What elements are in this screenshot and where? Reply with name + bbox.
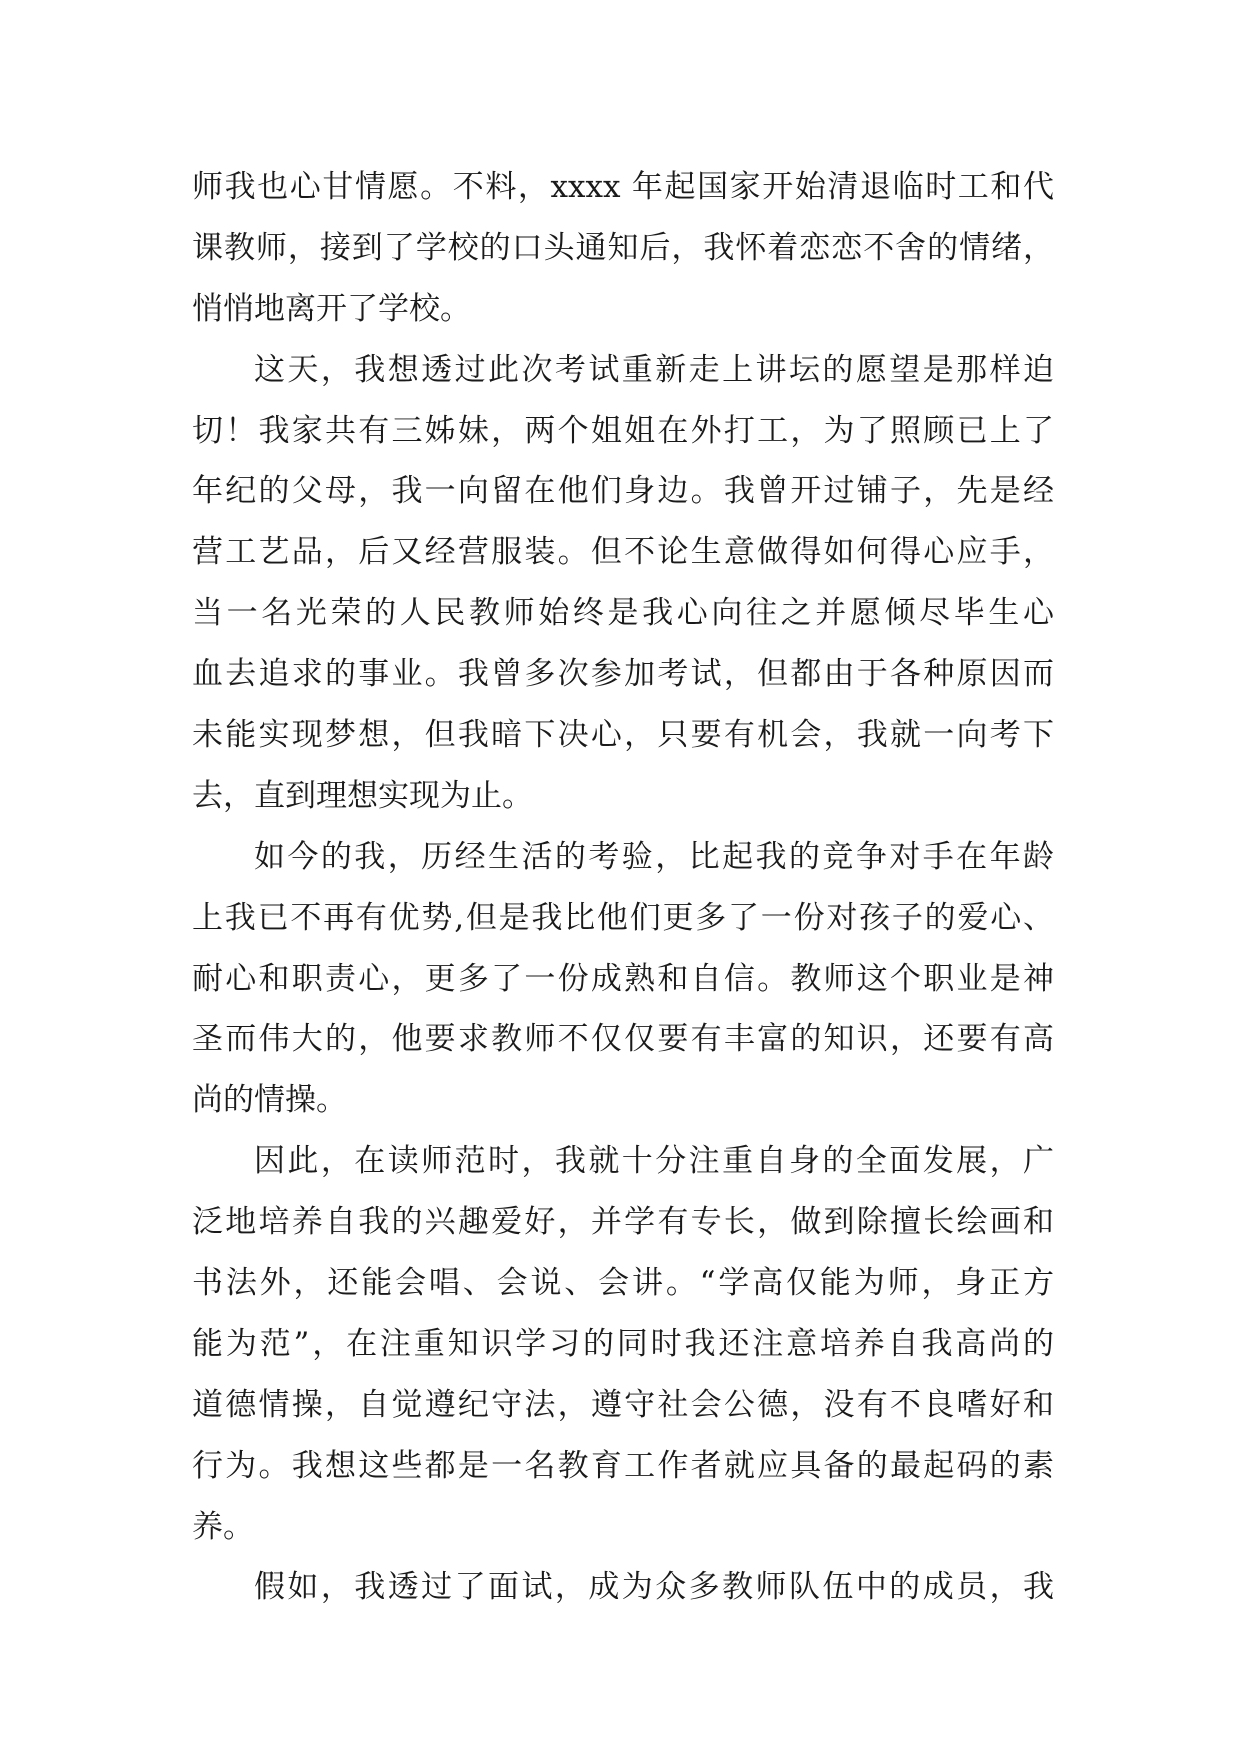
text-line: 泛地培养自我的兴趣爱好，并学有专长，做到除擅长绘画和	[192, 1204, 1054, 1241]
text-line: 血去追求的事业。我曾多次参加考试，但都由于各种原因而	[192, 656, 1054, 693]
text-line: 上我已不再有优势,但是我比他们更多了一份对孩子的爱心、	[192, 899, 1054, 936]
text-line: 去，直到理想实现为止。	[192, 777, 533, 814]
text-line: 耐心和职责心，更多了一份成熟和自信。教师这个职业是神	[192, 960, 1054, 997]
text-line: 道德情操，自觉遵纪守法，遵守社会公德，没有不良嗜好和	[192, 1386, 1054, 1423]
text-line: 能为范”，在注重知识学习的同时我还注意培养自我高尚的	[192, 1325, 1054, 1362]
text-line: 师我也心甘情愿。不料，xxxx 年起国家开始清退临时工和代	[192, 169, 1054, 205]
text-line: 假如，我透过了面试，成为众多教师队伍中的成员，我	[254, 1569, 1054, 1606]
text-line: 营工艺品，后又经营服装。但不论生意做得如何得心应手，	[192, 534, 1054, 571]
text-line: 养。	[192, 1508, 254, 1545]
document-body	[192, 157, 1054, 1618]
text-line: 悄悄地离开了学校。	[192, 290, 471, 327]
text-line: 当一名光荣的人民教师始终是我心向往之并愿倾尽毕生心	[192, 595, 1054, 632]
text-line: 年纪的父母，我一向留在他们身边。我曾开过铺子，先是经	[192, 473, 1054, 510]
text-line: 这天，我想透过此次考试重新走上讲坛的愿望是那样迫	[254, 351, 1054, 388]
text-line: 切！我家共有三姊妹，两个姐姐在外打工，为了照顾已上了	[192, 412, 1054, 449]
text-line: 如今的我，历经生活的考验，比起我的竞争对手在年龄	[254, 838, 1054, 875]
text-line: 尚的情操。	[192, 1082, 347, 1119]
text-line: 圣而伟大的，他要求教师不仅仅要有丰富的知识，还要有高	[192, 1021, 1054, 1058]
text-line: 行为。我想这些都是一名教育工作者就应具备的最起码的素	[192, 1447, 1054, 1484]
text-line: 未能实现梦想，但我暗下决心，只要有机会，我就一向考下	[192, 717, 1054, 754]
text-line: 书法外，还能会唱、会说、会讲。“学高仅能为师，身正方	[192, 1265, 1054, 1302]
text-line: 课教师，接到了学校的口头通知后，我怀着恋恋不舍的情绪，	[192, 229, 1054, 266]
text-line: 因此，在读师范时，我就十分注重自身的全面发展，广	[254, 1143, 1054, 1180]
